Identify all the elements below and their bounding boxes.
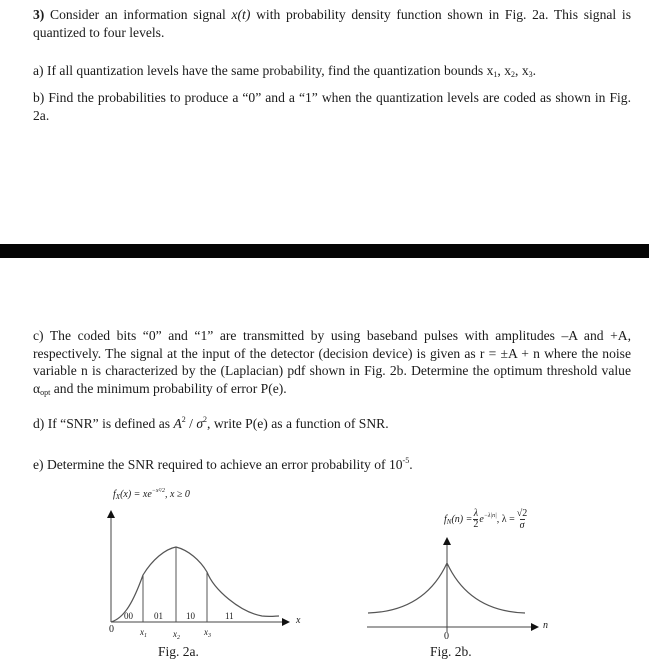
fig2b-origin: 0 — [444, 631, 449, 642]
num: √2 — [516, 508, 528, 519]
lambda-over-2 — [473, 509, 478, 530]
fig2a-origin: 0 — [109, 624, 114, 635]
amplitude-symbol: A — [173, 416, 182, 431]
den: 2 — [473, 519, 479, 530]
end: . — [409, 457, 413, 472]
alpha-sub: opt — [40, 387, 51, 397]
exp: 2 — [203, 415, 208, 424]
part-e-text: e) Determine the SNR required to achieve an error probability of 10 — [33, 457, 403, 472]
exp: 2 — [181, 415, 186, 424]
sub-2: 2 — [511, 70, 516, 79]
rhs: , x ≥ 0 — [164, 489, 190, 500]
sqrt2-over-sigma — [517, 508, 528, 531]
part-b-text: b) Find the probabilities to produce a “0” and a “1” when the quantization levels are coded as shown in Fig. 2a. — [33, 90, 631, 123]
code-11: 11 — [225, 611, 234, 621]
f: f — [444, 514, 447, 525]
intro-text: Consider an information signal — [44, 7, 232, 22]
f: f — [113, 489, 116, 500]
sep: , x — [497, 63, 512, 78]
x: x — [173, 629, 177, 639]
fig2b-axis-label: n — [543, 620, 548, 631]
part-d-text: d) If “SNR” is defined as — [33, 416, 174, 431]
exp: −λ|n| — [483, 512, 497, 519]
num: λ — [473, 508, 479, 519]
part-c-text: c) The coded bits “0” and “1” are transmitted by using baseband pulses with amplitudes –A and +A, respectively. The signal at the input of the detector (decision device) is given as r = ±A + n where the noise variable n is characterized by the (Laplacian) pdf shown in Fig. 2b. Determine the optimum threshold value α — [33, 328, 631, 396]
problem-number: 3) — [33, 7, 45, 22]
fig2b-plot — [367, 539, 537, 632]
part-d-text-cont: , write P(e) as a function of SNR. — [207, 416, 389, 431]
x: x — [204, 627, 208, 637]
lambda-eq: , λ = — [496, 514, 515, 525]
sub: 3 — [208, 633, 211, 639]
sub: N — [446, 518, 452, 526]
mid: (x) = xe — [120, 489, 152, 500]
part-c-text-cont: and the minimum probability of error P(e). — [50, 380, 287, 396]
fig2a-pdf-curve — [111, 547, 279, 622]
sep: , x — [515, 63, 529, 78]
code-10: 10 — [186, 611, 195, 621]
fig2a-formula — [113, 488, 190, 501]
e: e — [479, 514, 484, 525]
code-01: 01 — [154, 611, 163, 621]
label-x1 — [140, 627, 147, 639]
exp: −x²/2 — [151, 488, 165, 494]
fig2b-caption: Fig. 2b. — [430, 644, 472, 659]
mid: (n) = — [451, 514, 473, 525]
signal-symbol: x(t) — [231, 7, 251, 22]
fig2a-plot — [111, 512, 288, 622]
sigma-symbol: σ — [196, 416, 204, 431]
label-x3 — [204, 627, 211, 639]
x: x — [140, 627, 144, 637]
fig2a-caption: Fig. 2a. — [158, 644, 199, 659]
fig2b-formula — [444, 508, 527, 531]
code-00: 00 — [124, 611, 133, 621]
part-a-text: a) If all quantization levels have the same probability, find the quantization bounds x — [33, 63, 494, 78]
sub: 2 — [177, 635, 180, 641]
sub-1: 1 — [493, 70, 498, 79]
label-x2 — [173, 629, 180, 641]
fig2a-axis-label: x — [296, 615, 301, 626]
den: σ — [519, 520, 525, 531]
slash: / — [185, 416, 197, 431]
sub-3: 3 — [528, 70, 533, 79]
intro-text-cont: with probability density function shown in Fig. 2a. This signal is quantized to four levels. — [33, 7, 631, 40]
sub: X — [115, 493, 121, 501]
end: . — [532, 63, 537, 78]
sub: 1 — [144, 633, 147, 639]
exponent: -5 — [402, 456, 410, 465]
